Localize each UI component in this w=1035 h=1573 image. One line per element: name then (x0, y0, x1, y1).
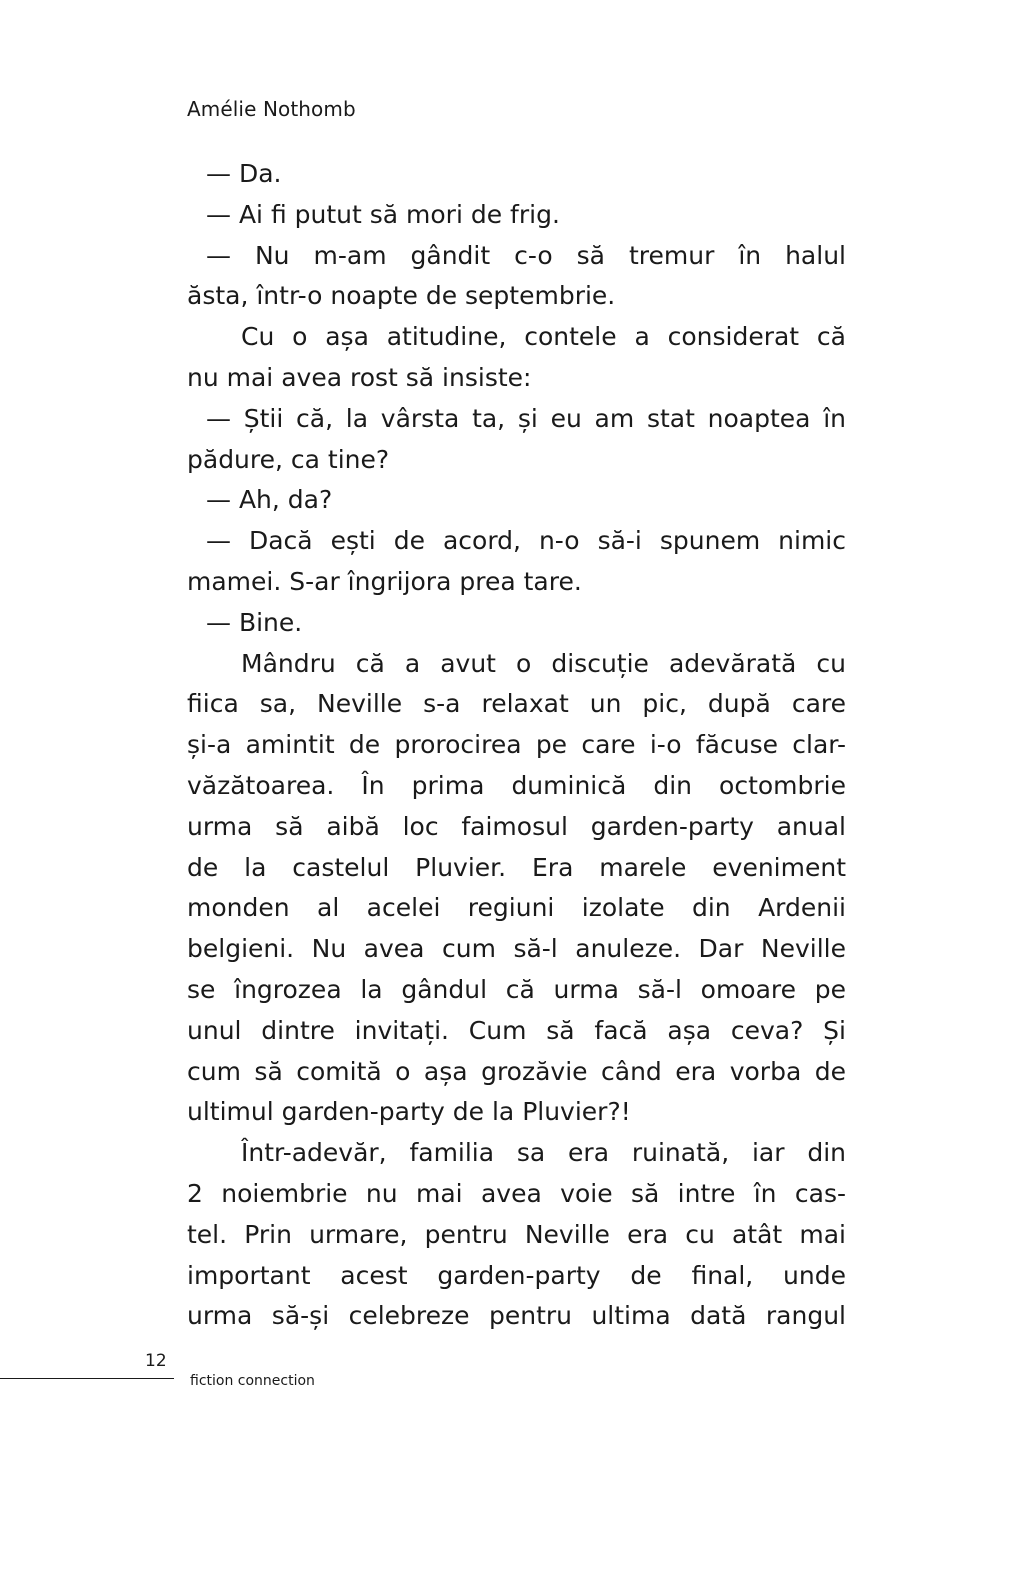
imprint-label: fiction connection (190, 1373, 315, 1389)
text-line: monden al acelei regiuni izolate din Ardenii (187, 893, 846, 923)
text-line: ăsta, într-o noapte de septembrie. (187, 281, 616, 311)
text-line: — Știi că, la vârsta ta, și eu am stat noaptea în (206, 403, 846, 433)
body-text (187, 154, 846, 1337)
text-line: Mândru că a avut o discuție adevărată cu (241, 648, 846, 678)
text-line: de la castelul Pluvier. Era marele eveniment (187, 852, 846, 882)
text-line: tel. Prin urmare, pentru Neville era cu atât mai (187, 1219, 846, 1249)
text-line: fiica sa, Neville s-a relaxat un pic, după care (187, 689, 846, 719)
text-line: ultimul garden-party de la Pluvier?! (187, 1097, 631, 1127)
text-line: urma să aibă loc faimosul garden-party anual (187, 811, 846, 841)
footer-rule (0, 1378, 174, 1379)
text-line: — Dacă ești de acord, n-o să-i spunem nimic (206, 526, 846, 556)
text-line: se îngrozea la gândul că urma să-l omoare pe (187, 974, 846, 1004)
text-line: nu mai avea rost să insiste: (187, 362, 532, 392)
text-line: Cu o așa atitudine, contele a considerat că (241, 322, 846, 352)
running-header-author: Amélie Nothomb (187, 97, 356, 121)
text-line: cum să comită o așa grozăvie când era vorba de (187, 1056, 846, 1086)
text-line: mamei. S-ar îngrijora prea tare. (187, 566, 582, 596)
page-number: 12 (145, 1351, 167, 1371)
text-line: — Ai fi putut să mori de frig. (206, 199, 560, 229)
text-line: belgieni. Nu avea cum să-l anuleze. Dar Neville (187, 934, 846, 964)
text-line: pădure, ca tine? (187, 444, 390, 474)
text-line: unul dintre invitați. Cum să facă așa ceva? Și (187, 1015, 846, 1045)
text-line: — Da. (206, 159, 282, 188)
text-line: 2 noiembrie nu mai avea voie să intre în cas- (187, 1178, 846, 1208)
text-line: — Ah, da? (206, 485, 333, 515)
text-line: — Bine. (206, 607, 303, 637)
text-line: și-a amintit de prorocirea pe care i-o făcuse clar- (187, 730, 846, 760)
text-line: văzătoarea. În prima duminică din octombrie (187, 770, 846, 800)
text-line: important acest garden-party de final, unde (187, 1260, 846, 1290)
text-line: urma să-și celebreze pentru ultima dată rangul (187, 1301, 846, 1331)
text-line: Într-adevăr, familia sa era ruinată, iar din (241, 1138, 846, 1168)
text-line: — Nu m-am gândit c-o să tremur în halul (206, 240, 846, 270)
